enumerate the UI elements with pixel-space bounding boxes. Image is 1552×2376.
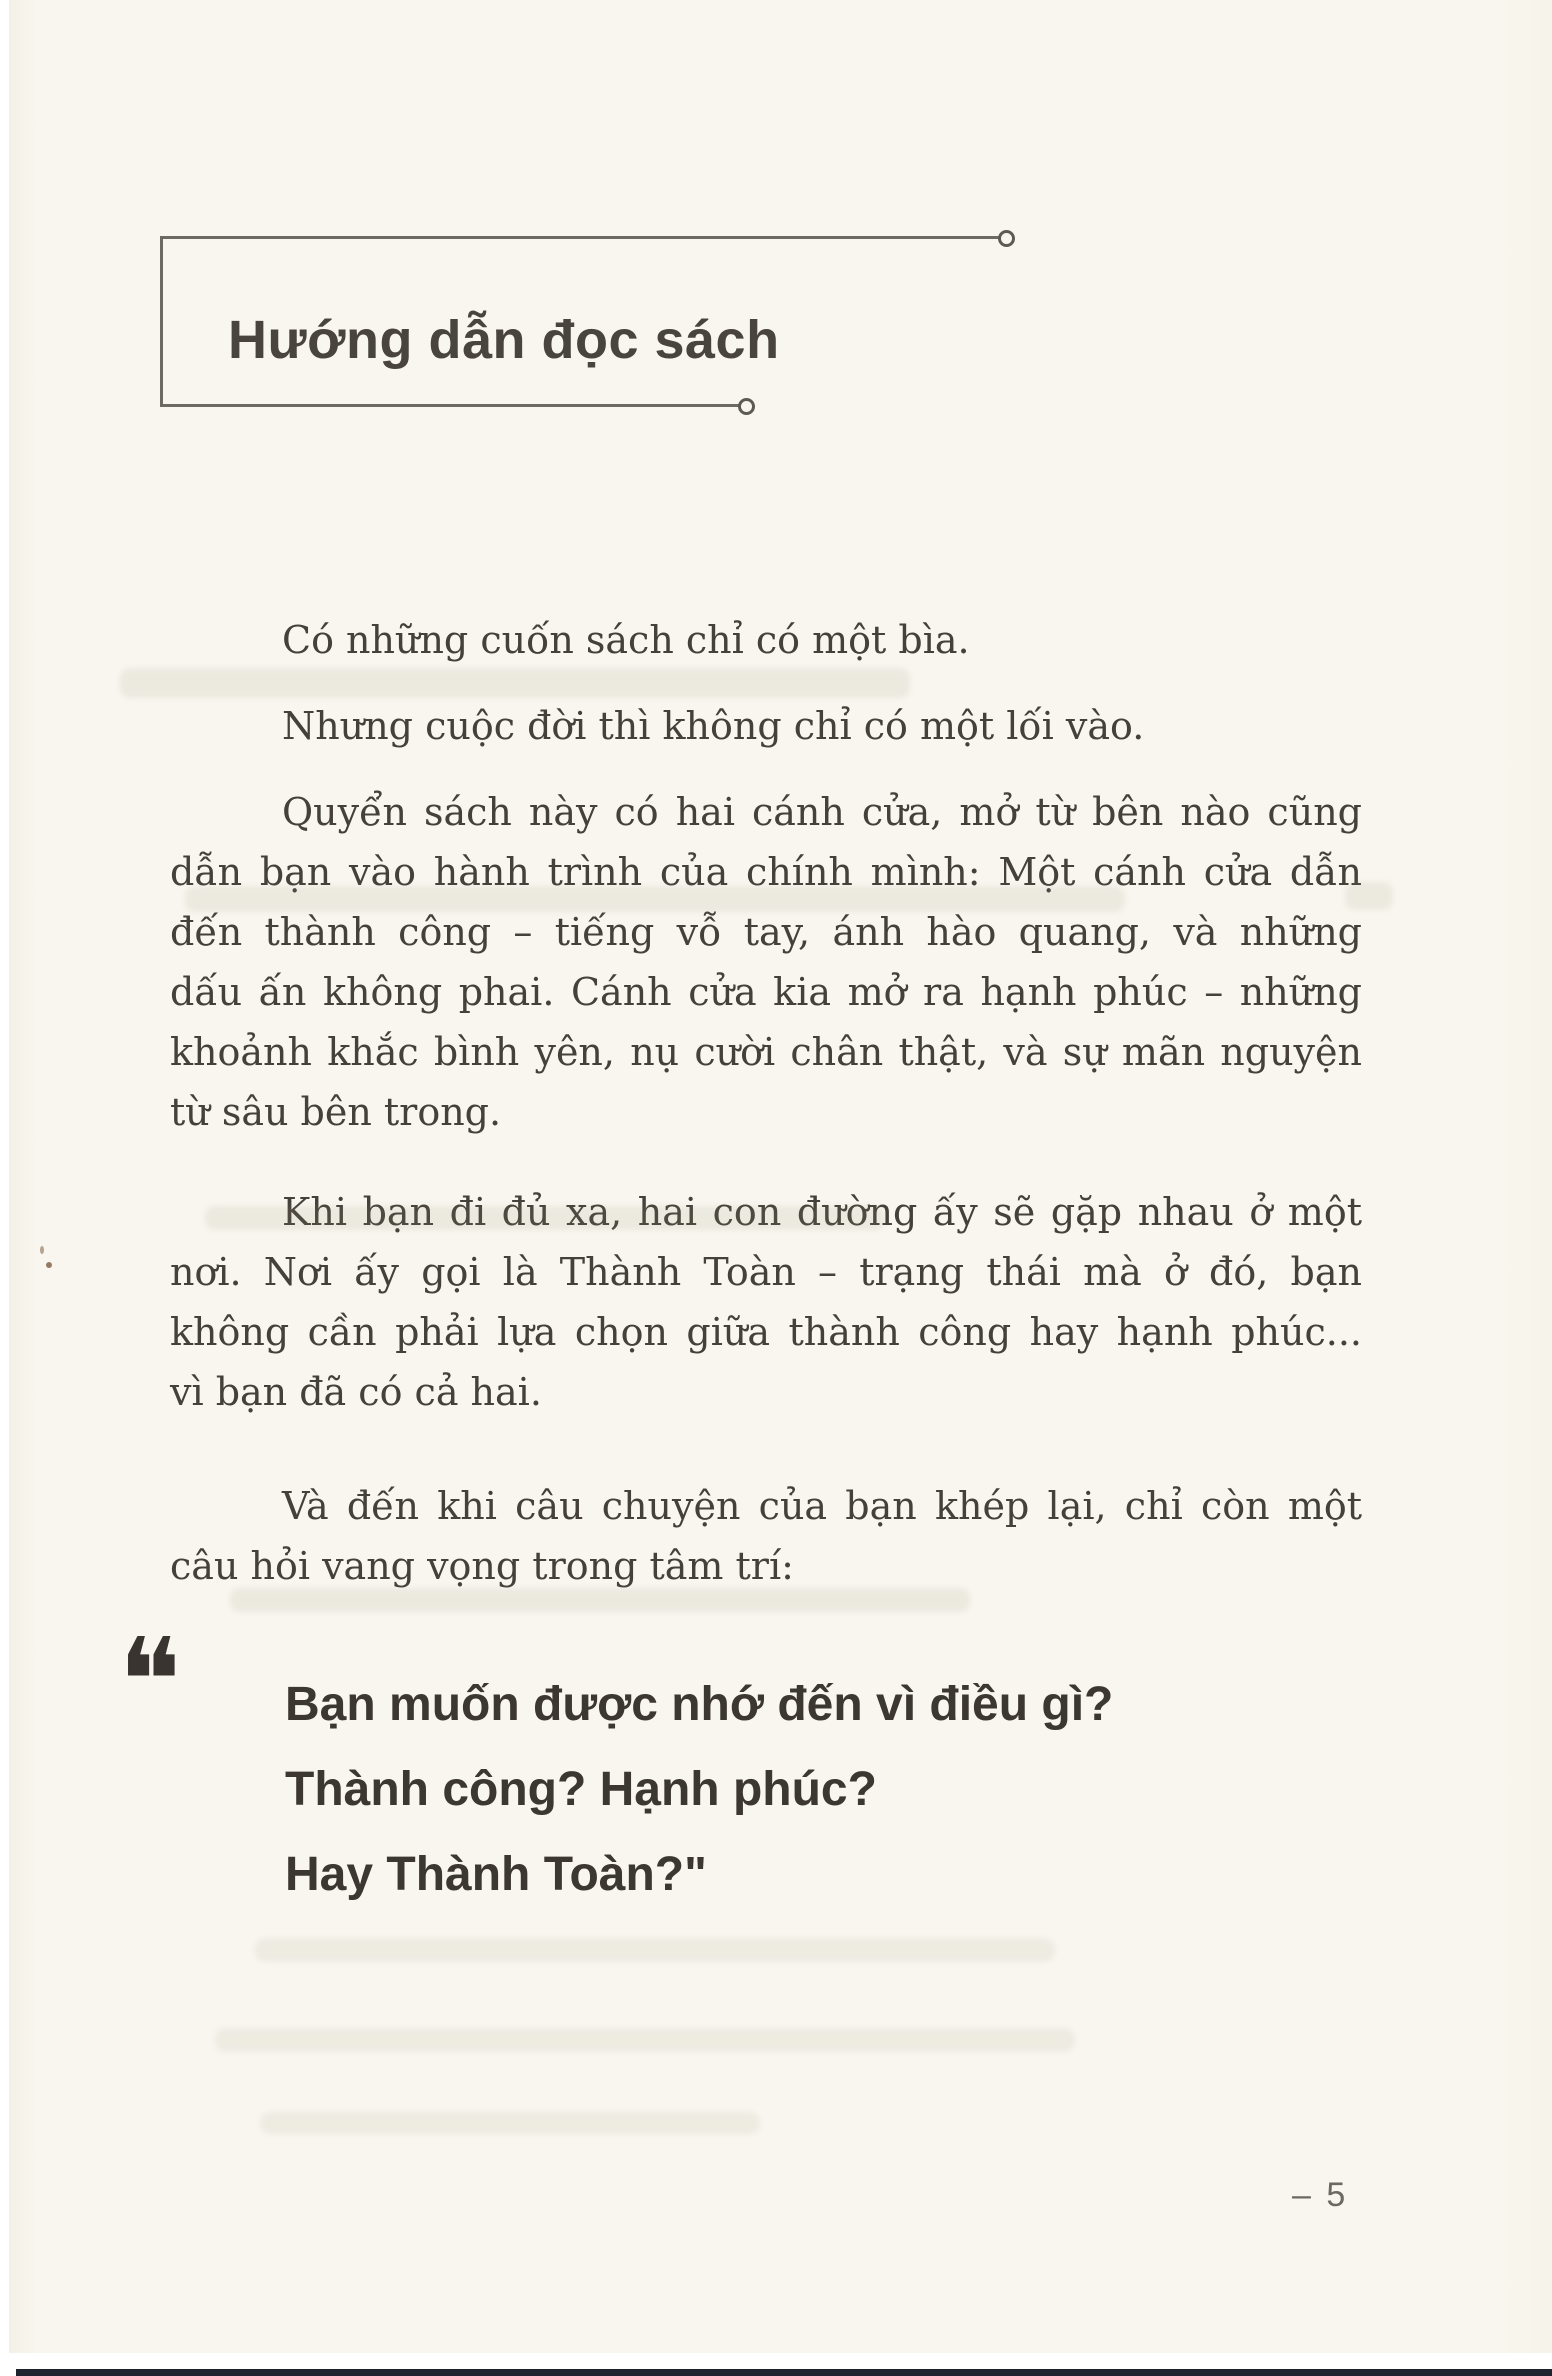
bleed-through-artifact (205, 1206, 885, 1230)
bleed-through-artifact (1345, 882, 1393, 910)
paragraph-line: đến thành công – tiếng vỗ tay, ánh hào quang, và những (170, 910, 1362, 954)
paragraph-line: Nhưng cuộc đời thì không chỉ có một lối vào. (282, 704, 1145, 748)
scan-edge (16, 2369, 1552, 2376)
page-title: Hướng dẫn đọc sách (228, 310, 780, 371)
title-box-left-rule (160, 236, 163, 407)
paragraph (170, 696, 1362, 756)
ink-speck (40, 1246, 44, 1254)
paragraph-line: nơi. Nơi ấy gọi là Thành Toàn – trạng thái mà ở đó, bạn (170, 1250, 1362, 1294)
paragraph-line: Và đến khi câu chuyện của bạn khép lại, chỉ còn một (282, 1484, 1362, 1528)
bleed-through-artifact (185, 886, 1125, 912)
paragraph (170, 610, 1362, 670)
bleed-through-artifact (255, 1938, 1055, 1962)
paragraph-line: khoảnh khắc bình yên, nụ cười chân thật, và sự mãn nguyện (170, 1030, 1362, 1074)
paragraph (170, 1476, 1362, 1596)
pull-quote (285, 1662, 1385, 1917)
bleed-through-artifact (120, 668, 910, 698)
quote-line: Bạn muốn được nhớ đến vì điều gì? (285, 1678, 1114, 1731)
title-box-bottom-rule (160, 404, 742, 407)
open-quote-icon: ❝ (118, 1612, 182, 1750)
paragraph-line: Quyển sách này có hai cánh cửa, mở từ bên nào cũng (282, 790, 1362, 834)
paragraph (170, 782, 1362, 1142)
ink-speck (46, 1262, 52, 1268)
paragraph-line: dẫn bạn vào hành trình của chính mình: Một cánh cửa dẫn (170, 850, 1362, 894)
circle-terminal-icon (998, 230, 1015, 247)
quote-line: Thành công? Hạnh phúc? (285, 1763, 877, 1816)
bleed-through-artifact (260, 2112, 760, 2134)
paragraph-line: Có những cuốn sách chỉ có một bìa. (282, 618, 970, 662)
paragraph-line: dấu ấn không phai. Cánh cửa kia mở ra hạnh phúc – những (170, 970, 1362, 1014)
circle-terminal-icon (738, 398, 755, 415)
bleed-through-artifact (215, 2028, 1075, 2052)
paragraph-line: không cần phải lựa chọn giữa thành công hay hạnh phúc... (170, 1310, 1362, 1354)
bleed-through-artifact (230, 1588, 970, 1612)
paragraph-line: câu hỏi vang vọng trong tâm trí: (170, 1544, 794, 1588)
paragraph-line: vì bạn đã có cả hai. (170, 1370, 542, 1414)
quote-line: Hay Thành Toàn?" (285, 1848, 707, 1901)
page-number: – 5 (1292, 2176, 1349, 2214)
paragraph-line: Khi bạn đi đủ xa, hai con đường ấy sẽ gặp nhau ở một (282, 1190, 1362, 1234)
paragraph-line: từ sâu bên trong. (170, 1090, 502, 1134)
title-box-top-rule (160, 236, 1002, 239)
